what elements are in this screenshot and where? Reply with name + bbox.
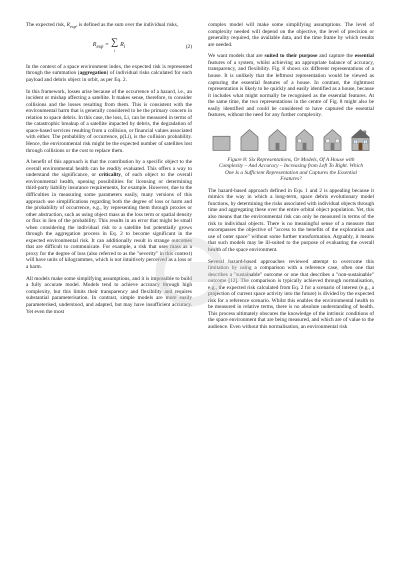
paragraph: A benefit of this approach is that the contribution by a specific object to the overall environmental health can be readily evaluated. This offers a way to understand the significance, or criticality, of each object to the overall environmental health, opening possibilities for licensing or determining third-party liability insurance requirements, for example. However, due to the difficulties in measuring some parameters easily, many versions of this approach use simplifications regarding both the degree of loss or harm and the probability of occurrence, e.g., by representing them through proxies or other abstraction, such as using object mass as the loss term or spatial density or flux in lieu of the probability. This results in an error that might be small when considering the individual risk to a satellite but potentially grows through the aggregation process in Eq. 2 to become significant in the expected environmental risk. It can additionally result in strange outcomes that are difficult to communicate. For example, a risk that uses mass as a proxy for the degree of loss (also referred to as the "severity" in this context) will have units of kilogrammes, which is not intuitively perceived as a loss or a harm.: [26, 159, 192, 271]
house-model-1-icon: [212, 128, 231, 152]
paragraph: In the context of a space environment index, the expected risk is represented through the summation (aggregation) of individual risks calculated for each payload and debris object in orbit, as per Eq. 2.: [26, 63, 192, 83]
paragraph: complex model will make some simplifying assumptions. The level of complexity needed will depend on the objective, the level of precision or generality required, the available data, and the time frame by which results are needed.: [208, 22, 374, 48]
paragraph: The expected risk, $R_{exp}$, is defined as the sum over the individual risks,: [26, 22, 179, 30]
equation-number: (2): [185, 43, 192, 50]
paragraph: Several hazard-based approaches reviewed attempt to overcome this limitation by using a comparison with a reference case, often one that describes a "sustainable" outcome or one that describes a "non-sustainable" outcome [12]. The comparison is typically achieved through normalisation, e.g., the expected risk calculated from Eq. 2 for a scenario of interest (e.g., a projection of current space activity into the future) is divided by the expected risk for a reference scenario. Whilst this enables the environmental health to be measured in relative terms, there is no absolute understanding of health. This process ultimately obscures the knowledge of the intrinsic conditions of the space environment that are being measured, and which are of value to the audience. Even without this normalisation, an environmental risk: [208, 258, 374, 330]
paragraph: The hazard-based approach defined in Eqs. 1 and 2 is appealing because it mimics the way in which a long-term, space debris evolutionary model functions, by determining the risks associated with individual objects through time and aggregating these over the entire orbital object population. Yet, this also means that the environmental risk can only be measured in terms of the risk to individual objects. There is no meaningful sense of a measure that encompasses the objective of "access to the benefits of the exploration and use of outer space" without some further transformation. Arguably, it means that such models may be ill-suited to the purpose of evaluating the overall health of the space environment.: [208, 187, 374, 253]
equation-2: [26, 36, 192, 58]
summation-symbol: ∑ i: [110, 36, 119, 53]
house-model-3-icon: [268, 128, 287, 152]
equation-lhs: $R_{exp}$ =: [92, 41, 109, 51]
house-model-6-icon: [351, 128, 370, 152]
house-model-5-icon: [323, 128, 342, 152]
figure-8-houses: [212, 124, 370, 152]
house-model-4-icon: [295, 128, 314, 152]
house-model-2-icon: [240, 128, 259, 152]
paragraph: In this framework, losses arise because of the occurrence of a hazard, i.e., an incident or mishap affecting a satellite. It makes sense, therefore, to consider collisions and the losses resulting from them. This is consistent with the environmental harm that is generally considered to be the primary concern in relation to space debris. In this case, the loss, Li, can be measured in terms of the catastrophic breakup of a satellite impacted by debris, the degradation of space-based services resulting from a collision, or financial values associated with either. The probability of occurrence, p(Li), is the collision probability. Hence, the environmental risk might be the expected number of satellites lost through collisions or the cost to replace them.: [26, 88, 192, 154]
paragraph: All models make some simplifying assumptions, and it is impossible to build a fully accurate model. Models tend to achieve accuracy through high complexity, but this limits their transparency and flexibility and requires substantial parameterisation. In contrast, simple models are more easily parameterised, understood, and adapted, but may have insufficient accuracy. Yet even the most: [26, 275, 192, 315]
paragraph: We want models that are suited to their purpose and capture the essential features of a system, whilst achieving an appropriate balance of accuracy, transparency, and flexibility. Fig. 8 shows six different representations of a house. It is unlikely that the leftmost representation would be viewed as capturing the essential features of a house. In contrast, the rightmost representation is likely to be quickly and easily identified as a house, because it includes what might normally be recognised as the essential features. At the same time, the two representations in the centre of Fig. 8 might also be easily identified and could be considered to have captured the essential features, without the need for any further complexity.: [208, 53, 375, 119]
right-column: [208, 22, 374, 336]
figure-caption: Figure 8: Six Representations, Or Models, Of A House with Complexity – And Accuracy – Increasing from Left To Right. Which One Is a Sufficient Representation and Captures the Essential Features?: [218, 157, 364, 183]
left-column: [26, 22, 192, 320]
equation-term: $R_i$: [120, 41, 126, 51]
